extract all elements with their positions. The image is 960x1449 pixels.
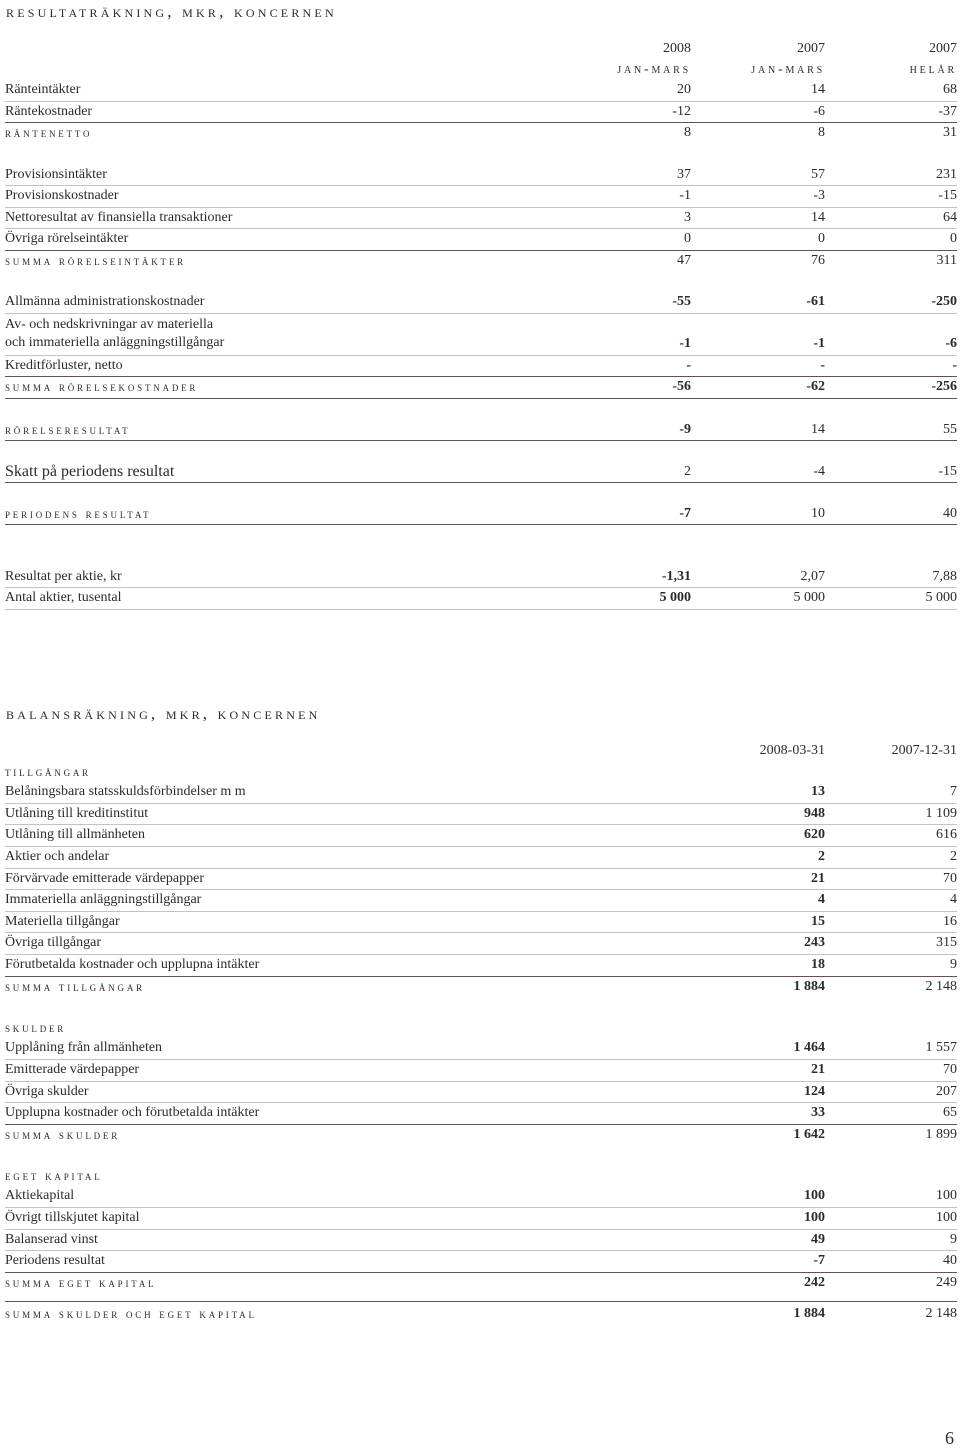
- row-label: Antal aktier, tusental: [5, 590, 122, 606]
- row-label: Provisionsintäkter: [5, 166, 107, 182]
- cell: -61: [806, 294, 825, 310]
- row-label: Utlåning till allmänheten: [5, 827, 145, 843]
- cell: 0: [818, 231, 825, 247]
- cell: 33: [811, 1105, 825, 1121]
- row-label: Upplupna kostnader och förutbetalda intäkter: [5, 1105, 260, 1121]
- table-row: [5, 80, 957, 102]
- cell: 100: [804, 1210, 825, 1226]
- col-date: 2008-03-31: [759, 743, 825, 758]
- row-label: Skatt på periodens resultat: [5, 462, 175, 480]
- table-row: [5, 208, 957, 230]
- cell: 16: [943, 913, 957, 929]
- row-label: Provisionskostnader: [5, 188, 119, 204]
- row-label: summa rörelseintäkter: [5, 253, 186, 268]
- cell: 311: [936, 252, 957, 268]
- cell: 65: [943, 1105, 957, 1121]
- row-label: Övriga rörelseintäkter: [5, 231, 129, 247]
- cell: 5 000: [793, 590, 825, 606]
- cell: 5 000: [925, 590, 957, 606]
- row-label-line: och immateriella anläggningstillgångar: [5, 334, 225, 350]
- subtotal-row: [5, 1273, 957, 1294]
- table-row: [5, 1060, 957, 1082]
- cell: -37: [938, 103, 957, 119]
- cell: 10: [811, 505, 825, 521]
- cell: 15: [811, 913, 825, 929]
- cell: 231: [936, 166, 957, 182]
- cell: 13: [811, 784, 825, 800]
- row-label: Utlåning till kreditinstitut: [5, 805, 149, 821]
- cell: 40: [943, 505, 957, 521]
- row-label: Emitterade värdepapper: [5, 1061, 140, 1077]
- cell: -256: [931, 379, 957, 395]
- cell: 70: [943, 870, 957, 886]
- cell: -4: [813, 463, 825, 479]
- table-row: [5, 1230, 957, 1252]
- row-label: summa tillgångar: [5, 979, 145, 994]
- row-label: Belåningsbara statsskuldsförbindelser m m: [5, 784, 246, 800]
- cell: 7,88: [932, 568, 957, 584]
- cell: 124: [804, 1083, 825, 1099]
- balance-sheet-title: balansräkning, mkr, koncernen: [6, 704, 321, 723]
- separator: [5, 1293, 957, 1302]
- cell: 2 148: [925, 1306, 957, 1322]
- row-label: Upplåning från allmänheten: [5, 1040, 163, 1056]
- cell: 57: [811, 166, 825, 182]
- row-label: periodens resultat: [5, 506, 152, 521]
- cell: 8: [684, 125, 691, 141]
- cell: 1 884: [793, 978, 825, 994]
- cell: 76: [811, 252, 825, 268]
- cell: 7: [950, 784, 957, 800]
- row-label: Allmänna administrationskostnader: [5, 294, 205, 310]
- subtotal-row: [5, 420, 957, 442]
- cell: 20: [677, 82, 691, 98]
- cell: -250: [931, 294, 957, 310]
- cell: -7: [813, 1253, 825, 1269]
- cell: 4: [818, 892, 825, 908]
- table-row: [5, 1082, 957, 1104]
- col-year: 2008: [663, 41, 691, 56]
- cell: 37: [677, 166, 691, 182]
- cell: 242: [804, 1274, 825, 1290]
- table-row: [5, 825, 957, 847]
- cell: 4: [950, 892, 957, 908]
- subtotal-row: [5, 977, 957, 998]
- subtotal-row: [5, 377, 957, 399]
- row-label: Förutbetalda kostnader och upplupna intäkter: [5, 956, 260, 972]
- table-row: [5, 869, 957, 891]
- cell: 100: [936, 1210, 957, 1226]
- table-row: [5, 165, 957, 187]
- row-label: Övrigt tillskjutet kapital: [5, 1210, 140, 1226]
- cell: -15: [938, 188, 957, 204]
- cell: 8: [818, 125, 825, 141]
- subtotal-row: [5, 1125, 957, 1146]
- col-year: 2007: [797, 41, 825, 56]
- section-label: tillgångar: [5, 764, 91, 779]
- cell: -: [952, 357, 957, 373]
- col-period: jan-mars: [617, 61, 691, 77]
- table-row: [5, 588, 957, 610]
- row-label: Övriga skulder: [5, 1083, 89, 1099]
- table-row: [5, 1103, 957, 1125]
- cell: 5 000: [659, 590, 691, 606]
- table-row: [5, 229, 957, 251]
- cell: -56: [672, 379, 691, 395]
- cell: 40: [943, 1253, 957, 1269]
- cell: 1 464: [793, 1040, 825, 1056]
- cell: 21: [811, 870, 825, 886]
- cell: -1,31: [661, 568, 691, 584]
- cell: 1 642: [793, 1126, 825, 1142]
- cell: 3: [684, 209, 691, 225]
- table-row: [5, 933, 957, 955]
- cell: 70: [943, 1061, 957, 1077]
- col-year: 2007: [929, 41, 957, 56]
- cell: 616: [936, 827, 957, 843]
- grand-total-row: [5, 1304, 957, 1325]
- row-label: [5, 316, 224, 352]
- row-label: Resultat per aktie, kr: [5, 568, 122, 584]
- page-number: 6: [945, 1428, 954, 1448]
- subtotal-row: [5, 123, 957, 144]
- row-label: summa rörelsekostnader: [5, 380, 199, 395]
- col-period: jan-mars: [751, 61, 825, 77]
- cell: 68: [943, 82, 957, 98]
- cell: 249: [936, 1274, 957, 1290]
- table-row: [5, 890, 957, 912]
- table-row: [5, 186, 957, 208]
- table-row: [5, 782, 957, 804]
- header-row-dates: [5, 741, 957, 762]
- col-period: helår: [909, 61, 957, 77]
- table-row: [5, 1251, 957, 1273]
- row-label: Materiella tillgångar: [5, 913, 120, 929]
- cell: -7: [679, 505, 691, 521]
- cell: 21: [811, 1061, 825, 1077]
- cell: 100: [936, 1188, 957, 1204]
- row-label: Aktier och andelar: [5, 848, 110, 864]
- row-label: Nettoresultat av finansiella transaktioner: [5, 209, 233, 225]
- cell: 0: [950, 231, 957, 247]
- cell: 1 109: [925, 805, 957, 821]
- table-row: [5, 1208, 957, 1230]
- cell: -3: [813, 188, 825, 204]
- cell: -9: [679, 421, 691, 437]
- cell: -1: [679, 335, 691, 351]
- row-label: Ränteintäkter: [5, 82, 81, 98]
- cell: 64: [943, 209, 957, 225]
- subtotal-row: [5, 504, 957, 526]
- balance-sheet-table: [5, 741, 957, 1325]
- table-row: [5, 804, 957, 826]
- cell: 1 884: [793, 1306, 825, 1322]
- row-label: Övriga tillgångar: [5, 935, 102, 951]
- income-statement-title: resultaträkning, mkr, koncernen: [6, 2, 337, 21]
- row-label: Periodens resultat: [5, 1253, 105, 1269]
- row-label: räntenetto: [5, 126, 93, 141]
- cell: 14: [811, 209, 825, 225]
- table-row: [5, 1186, 957, 1208]
- cell: 9: [950, 956, 957, 972]
- subtotal-row: [5, 251, 957, 272]
- section-header: [5, 1018, 957, 1039]
- row-label-line: Av- och nedskrivningar av materiella: [5, 316, 214, 332]
- cell: -6: [813, 103, 825, 119]
- cell: 948: [804, 805, 825, 821]
- income-statement-table: [5, 39, 957, 610]
- cell: -15: [938, 463, 957, 479]
- row-label: summa eget kapital: [5, 1275, 157, 1290]
- row-label: Aktiekapital: [5, 1188, 75, 1204]
- row-label: Räntekostnader: [5, 103, 93, 119]
- col-date: 2007-12-31: [891, 743, 957, 758]
- section-header: [5, 1166, 957, 1187]
- cell: -62: [806, 379, 825, 395]
- cell: 49: [811, 1231, 825, 1247]
- cell: 1 899: [925, 1126, 957, 1142]
- cell: 243: [804, 935, 825, 951]
- table-row: [5, 912, 957, 934]
- cell: 315: [936, 935, 957, 951]
- row-label: Balanserad vinst: [5, 1231, 98, 1247]
- table-row: [5, 314, 957, 356]
- table-row: [5, 462, 957, 484]
- cell: -: [686, 357, 691, 373]
- cell: 14: [811, 421, 825, 437]
- cell: 207: [936, 1083, 957, 1099]
- cell: -: [820, 357, 825, 373]
- row-label: rörelseresultat: [5, 422, 131, 437]
- header-row-periods: [5, 60, 957, 81]
- row-label: summa skulder: [5, 1127, 121, 1142]
- cell: -55: [672, 294, 691, 310]
- table-row: [5, 1038, 957, 1060]
- cell: 18: [811, 956, 825, 972]
- table-row: [5, 567, 957, 589]
- table-row: [5, 955, 957, 977]
- cell: 9: [950, 1231, 957, 1247]
- row-label: summa skulder och eget kapital: [5, 1307, 257, 1322]
- cell: 100: [804, 1188, 825, 1204]
- table-row: [5, 356, 957, 378]
- cell: 620: [804, 827, 825, 843]
- cell: 55: [943, 421, 957, 437]
- row-label: Förvärvade emitterade värdepapper: [5, 870, 205, 886]
- cell: 1 557: [925, 1040, 957, 1056]
- cell: 2: [818, 848, 825, 864]
- cell: -1: [813, 335, 825, 351]
- cell: 2: [684, 463, 691, 479]
- cell: -12: [672, 103, 691, 119]
- cell: -6: [945, 335, 957, 351]
- cell: 2: [950, 848, 957, 864]
- header-row-years: [5, 39, 957, 60]
- row-label: Kreditförluster, netto: [5, 357, 123, 373]
- section-label: eget kapital: [5, 1168, 103, 1183]
- table-row: [5, 847, 957, 869]
- cell: 14: [811, 82, 825, 98]
- table-row: [5, 292, 957, 314]
- cell: 0: [684, 231, 691, 247]
- section-header: [5, 762, 957, 783]
- cell: 31: [943, 125, 957, 141]
- cell: 2,07: [800, 568, 825, 584]
- row-label: Immateriella anläggningstillgångar: [5, 892, 202, 908]
- section-label: skulder: [5, 1020, 67, 1035]
- cell: 2 148: [925, 978, 957, 994]
- cell: 47: [677, 252, 691, 268]
- cell: -1: [679, 188, 691, 204]
- table-row: [5, 102, 957, 124]
